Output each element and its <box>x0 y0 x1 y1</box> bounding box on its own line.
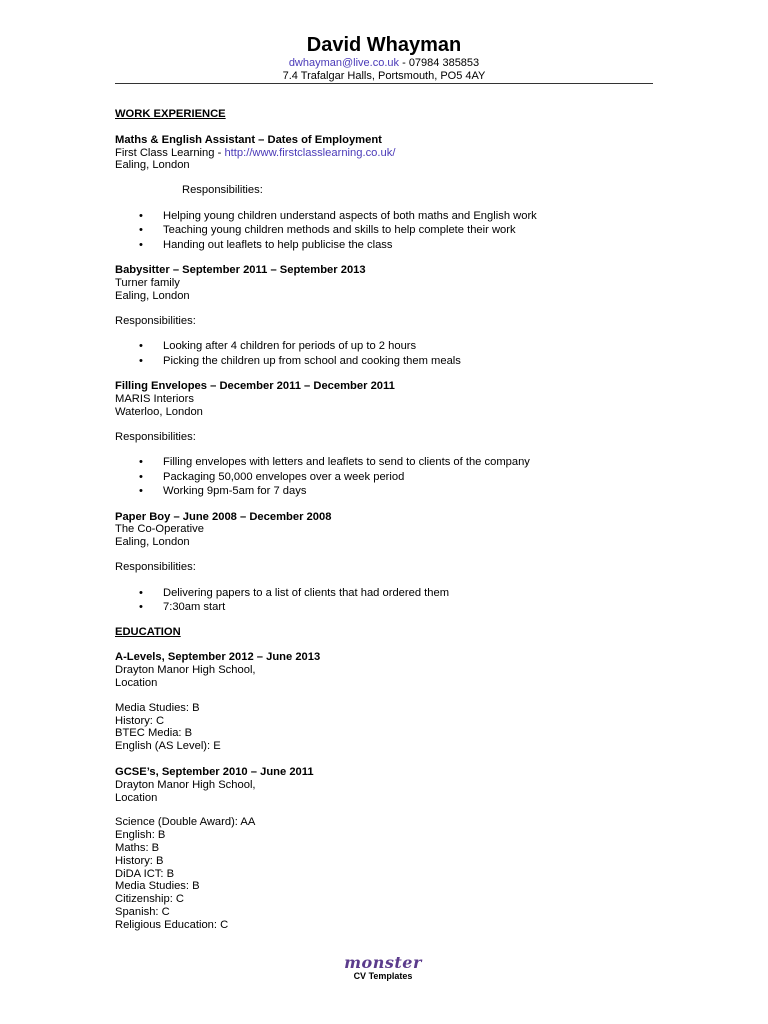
contact-line <box>115 57 653 70</box>
school-location: Location <box>115 677 158 689</box>
grades-list <box>115 702 655 753</box>
bullet-icon: • <box>139 601 143 614</box>
bullet-icon: • <box>139 485 143 498</box>
grade: Religious Education: C <box>115 918 229 931</box>
bullet-text: Handing out leaflets to help publicise the class <box>163 238 393 251</box>
grade: Maths: B <box>115 841 160 854</box>
footer-branding <box>330 955 436 982</box>
list-item <box>115 339 655 353</box>
bullet-icon: • <box>139 224 143 237</box>
job-company <box>115 147 655 160</box>
list-item <box>115 223 655 237</box>
grade: Citizenship: C <box>115 893 185 906</box>
grade: History: B <box>115 854 164 867</box>
bullet-text: Teaching young children methods and skills to help complete their work <box>163 224 516 237</box>
job-title: Babysitter – September 2011 – September 2013 <box>115 264 366 277</box>
responsibilities-list <box>115 455 655 498</box>
bullet-icon: • <box>139 586 143 599</box>
responsibilities-list <box>115 586 655 615</box>
bullet-text: Picking the children up from school and cooking them meals <box>163 354 461 367</box>
cv-body <box>115 108 655 945</box>
job-title: Paper Boy – June 2008 – December 2008 <box>115 510 332 523</box>
grade: BTEC Media: B <box>115 727 193 740</box>
bullet-text: Packaging 50,000 envelopes over a week period <box>163 470 405 483</box>
job-title: Maths & English Assistant – Dates of Employment <box>115 133 382 146</box>
grade: English: B <box>115 829 166 842</box>
responsibilities-label: Responsibilities: <box>115 314 196 327</box>
bullet-icon: • <box>139 354 143 367</box>
bullet-text: 7:30am start <box>163 601 226 614</box>
contact-separator: - <box>399 57 409 69</box>
grade: English (AS Level): E <box>115 740 221 753</box>
job-location: Waterloo, London <box>115 405 203 418</box>
bullet-icon: • <box>139 238 143 251</box>
email-link[interactable]: dwhayman@live.co.uk <box>288 57 400 69</box>
job-entry <box>115 264 655 368</box>
responsibilities-label: Responsibilities: <box>115 561 196 573</box>
grade: History: C <box>115 714 165 727</box>
company-name: First Class Learning - <box>115 146 225 159</box>
bullet-text: Helping young children understand aspects of both maths and English work <box>163 209 537 222</box>
work-experience-heading: WORK EXPERIENCE <box>115 108 226 120</box>
cv-header <box>115 33 653 83</box>
job-location: Ealing, London <box>115 536 190 549</box>
bullet-text: Working 9pm-5am for 7 days <box>163 485 307 498</box>
list-item <box>115 455 655 469</box>
education-entry <box>115 651 655 753</box>
school-name: Drayton Manor High School, <box>115 778 256 791</box>
grade: Media Studies: B <box>115 880 200 893</box>
job-entry <box>115 380 655 498</box>
list-item <box>115 484 655 498</box>
job-entry <box>115 511 655 615</box>
list-item <box>115 354 655 368</box>
candidate-name: David Whayman <box>306 34 462 56</box>
job-company: MARIS Interiors <box>115 393 194 405</box>
bullet-text: Filling envelopes with letters and leaflets to send to clients of the company <box>163 456 530 469</box>
list-item <box>115 209 655 223</box>
job-entry <box>115 134 655 252</box>
grade: DiDA ICT: B <box>115 867 175 880</box>
school-location: Location <box>115 791 158 804</box>
bullet-text: Looking after 4 children for periods of up to 2 hours <box>163 340 417 353</box>
responsibilities-list <box>115 209 655 252</box>
responsibilities-label: Responsibilities: <box>182 184 263 197</box>
education-entry <box>115 766 655 932</box>
job-company: Turner family <box>115 277 180 289</box>
grade: Media Studies: B <box>115 701 200 714</box>
education-title: GCSE’s, September 2010 – June 2011 <box>115 765 314 778</box>
job-location: Ealing, London <box>115 159 190 172</box>
job-company: The Co-Operative <box>115 523 204 536</box>
education-title: A-Levels, September 2012 – June 2013 <box>115 651 321 664</box>
list-item <box>115 600 655 614</box>
list-item <box>115 238 655 252</box>
list-item <box>115 470 655 484</box>
responsibilities-list <box>115 339 655 368</box>
grades-list <box>115 816 655 931</box>
responsibilities-label: Responsibilities: <box>115 430 196 443</box>
company-website-link[interactable]: http://www.firstclasslearning.co.uk/ <box>224 146 396 159</box>
bullet-icon: • <box>139 209 143 222</box>
grade: Science (Double Award): AA <box>115 816 256 829</box>
bullet-icon: • <box>139 340 143 353</box>
phone-number: 07984 385853 <box>408 57 480 69</box>
education-heading: EDUCATION <box>115 625 181 638</box>
school-name: Drayton Manor High School, <box>115 664 256 677</box>
bullet-icon: • <box>139 456 143 469</box>
job-location: Ealing, London <box>115 289 190 302</box>
address: 7.4 Trafalgar Halls, Portsmouth, PO5 4AY <box>282 70 486 82</box>
list-item <box>115 586 655 600</box>
job-title: Filling Envelopes – December 2011 – December 2011 <box>115 380 395 393</box>
bullet-text: Delivering papers to a list of clients that had ordered them <box>163 586 450 599</box>
grade: Spanish: C <box>115 905 170 918</box>
bullet-icon: • <box>139 470 143 483</box>
header-divider <box>115 83 653 84</box>
cv-templates-label: CV Templates <box>353 971 413 981</box>
monster-logo: monster <box>344 953 422 972</box>
